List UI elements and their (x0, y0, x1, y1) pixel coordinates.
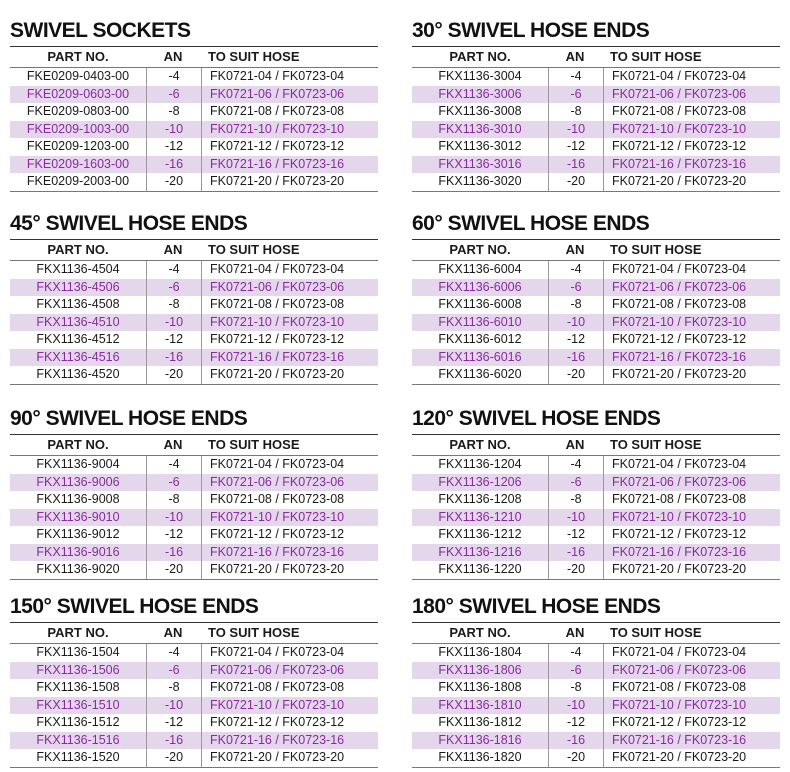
table-row (412, 296, 780, 314)
an-cell: -20 (548, 173, 603, 191)
table-row (412, 366, 780, 384)
part-no-cell: FKX1136-1812 (438, 715, 522, 729)
section-title-suffix: ° SWIVEL HOSE ENDS (32, 212, 248, 235)
table-header (10, 239, 378, 260)
to-suit-hose-cell: FK0721-20 / FK0723-20 (603, 366, 780, 384)
part-no-cell: FKX1136-9008 (36, 492, 120, 506)
to-suit-hose-cell: FK0721-16 / FK0723-16 (201, 732, 378, 750)
an-cell: -10 (146, 314, 201, 332)
table-row (412, 86, 780, 104)
an-cell: -6 (548, 662, 603, 680)
table-row (10, 662, 378, 680)
150-degree-section (10, 594, 378, 768)
an-cell: -10 (548, 314, 603, 332)
an-cell: -6 (548, 474, 603, 492)
part-no-cell: FKX1136-9004 (36, 457, 120, 471)
table-row (412, 121, 780, 139)
table-row (10, 732, 378, 750)
an-cell: -6 (146, 662, 201, 680)
part-no-cell: FKE0209-0603-00 (26, 86, 130, 101)
table-row (10, 644, 378, 662)
to-suit-hose-cell: FK0721-10 / FK0723-10 (603, 697, 780, 715)
part-no-cell: FKX1136-1520 (36, 750, 120, 764)
120-degree-section (412, 406, 780, 580)
section-title-suffix: ° SWIVEL HOSE ENDS (43, 595, 259, 618)
table-row (10, 526, 378, 544)
to-suit-hose-cell: FK0721-06 / FK0723-06 (603, 474, 780, 492)
to-suit-hose-cell: FK0721-10 / FK0723-10 (603, 121, 780, 139)
table-header (10, 46, 378, 67)
table-row (10, 296, 378, 314)
an-cell: -12 (548, 526, 603, 544)
an-header: AN (565, 49, 585, 64)
an-cell: -20 (548, 561, 603, 579)
part-no-cell: FKX1136-1208 (438, 492, 522, 506)
part-no-cell: FKE0209-1203-00 (26, 139, 130, 153)
to-suit-hose-cell: FK0721-16 / FK0723-16 (603, 732, 780, 750)
part-no-cell: FKX1136-3016 (438, 156, 522, 171)
an-cell: -16 (548, 732, 603, 750)
table-row (10, 314, 378, 332)
60-degree-section (412, 211, 780, 385)
section-title (10, 406, 378, 432)
part-no-cell: FKX1136-1504 (36, 645, 120, 659)
table-body (412, 643, 780, 768)
table-body (412, 67, 780, 192)
part-no-cell: FKX1136-3006 (438, 86, 522, 101)
an-cell: -6 (146, 279, 201, 297)
to-suit-hose-cell: FK0721-16 / FK0723-16 (603, 544, 780, 562)
an-cell: -16 (146, 156, 201, 174)
to-suit-hose-cell: FK0721-08 / FK0723-08 (603, 103, 780, 121)
part-no-cell: FKX1136-1516 (36, 732, 120, 747)
to-suit-hose-cell: FK0721-10 / FK0723-10 (201, 314, 378, 332)
table-row (412, 261, 780, 279)
section-title-suffix: ° SWIVEL HOSE ENDS (445, 407, 661, 430)
90-degree-section (10, 406, 378, 580)
part-no-header: PART NO. (449, 49, 511, 64)
an-cell: -12 (548, 714, 603, 732)
to-suit-hose-cell: FK0721-04 / FK0723-04 (201, 644, 378, 662)
an-cell: -4 (146, 261, 201, 279)
table-row (412, 456, 780, 474)
an-header: AN (565, 625, 585, 640)
to-suit-hose-cell: FK0721-12 / FK0723-12 (603, 331, 780, 349)
to-suit-hose-cell: FK0721-04 / FK0723-04 (603, 456, 780, 474)
to-suit-hose-header: TO SUIT HOSE (610, 49, 702, 64)
to-suit-hose-cell: FK0721-10 / FK0723-10 (201, 509, 378, 527)
part-no-cell: FKX1136-1510 (36, 697, 120, 712)
an-cell: -4 (146, 456, 201, 474)
an-cell: -12 (548, 331, 603, 349)
table-row (412, 474, 780, 492)
table-row (412, 714, 780, 732)
to-suit-hose-cell: FK0721-06 / FK0723-06 (201, 662, 378, 680)
table-row (412, 509, 780, 527)
an-cell: -8 (146, 296, 201, 314)
section-title (412, 406, 780, 432)
an-cell: -10 (146, 697, 201, 715)
table-row (10, 561, 378, 579)
an-cell: -8 (548, 103, 603, 121)
an-cell: -10 (548, 697, 603, 715)
table-row (412, 331, 780, 349)
an-cell: -8 (146, 491, 201, 509)
part-no-cell: FKX1136-3020 (438, 174, 522, 188)
to-suit-hose-cell: FK0721-04 / FK0723-04 (603, 68, 780, 86)
an-cell: -6 (146, 474, 201, 492)
an-cell: -8 (146, 679, 201, 697)
an-header: AN (565, 242, 585, 257)
part-no-cell: FKX1136-1216 (438, 544, 522, 559)
part-no-cell: FKX1136-1808 (438, 680, 522, 694)
table-row (412, 173, 780, 191)
to-suit-hose-cell: FK0721-08 / FK0723-08 (603, 679, 780, 697)
to-suit-hose-cell: FK0721-16 / FK0723-16 (603, 349, 780, 367)
section-title-suffix: ° SWIVEL HOSE ENDS (434, 212, 650, 235)
to-suit-hose-cell: FK0721-08 / FK0723-08 (201, 103, 378, 121)
table-header (10, 622, 378, 643)
an-cell: -10 (548, 509, 603, 527)
an-cell: -20 (548, 749, 603, 767)
section-title-suffix: ° SWIVEL HOSE ENDS (32, 407, 248, 430)
an-cell: -6 (548, 279, 603, 297)
table-row (10, 156, 378, 174)
an-cell: -4 (548, 68, 603, 86)
to-suit-hose-cell: FK0721-04 / FK0723-04 (201, 68, 378, 86)
part-no-cell: FKX1136-9016 (36, 544, 120, 559)
table-row (412, 732, 780, 750)
table-body (412, 260, 780, 385)
an-cell: -12 (548, 138, 603, 156)
table-row (412, 679, 780, 697)
part-no-cell: FKX1136-6006 (438, 279, 522, 294)
table-row (10, 474, 378, 492)
part-no-cell: FKX1136-1506 (36, 662, 120, 677)
part-no-cell: FKX1136-1810 (438, 697, 522, 712)
table-row (10, 456, 378, 474)
an-cell: -20 (146, 173, 201, 191)
to-suit-hose-cell: FK0721-06 / FK0723-06 (201, 86, 378, 104)
table-row (10, 491, 378, 509)
table-row (10, 697, 378, 715)
an-cell: -20 (146, 366, 201, 384)
part-no-cell: FKX1136-1212 (438, 527, 522, 541)
an-cell: -16 (548, 544, 603, 562)
section-title-text: 150 (10, 595, 44, 618)
to-suit-hose-cell: FK0721-16 / FK0723-16 (201, 544, 378, 562)
table-row (412, 349, 780, 367)
an-cell: -12 (146, 331, 201, 349)
part-no-header: PART NO. (449, 242, 511, 257)
to-suit-hose-cell: FK0721-06 / FK0723-06 (201, 279, 378, 297)
table-header (412, 434, 780, 455)
table-header (412, 46, 780, 67)
to-suit-hose-cell: FK0721-06 / FK0723-06 (201, 474, 378, 492)
to-suit-hose-cell: FK0721-12 / FK0723-12 (603, 526, 780, 544)
part-no-cell: FKX1136-9010 (36, 509, 120, 524)
part-no-cell: FKX1136-4520 (36, 367, 120, 381)
table-row (10, 279, 378, 297)
an-cell: -20 (146, 749, 201, 767)
part-no-cell: FKX1136-1206 (438, 474, 522, 489)
to-suit-hose-cell: FK0721-08 / FK0723-08 (603, 296, 780, 314)
swivel-sockets-section (10, 18, 378, 192)
an-header: AN (163, 437, 183, 452)
to-suit-hose-cell: FK0721-16 / FK0723-16 (201, 349, 378, 367)
to-suit-hose-cell: FK0721-10 / FK0723-10 (603, 509, 780, 527)
part-no-cell: FKX1136-6008 (438, 297, 522, 311)
to-suit-hose-cell: FK0721-12 / FK0723-12 (603, 138, 780, 156)
to-suit-hose-cell: FK0721-20 / FK0723-20 (201, 366, 378, 384)
to-suit-hose-header: TO SUIT HOSE (610, 437, 702, 452)
to-suit-hose-cell: FK0721-08 / FK0723-08 (201, 296, 378, 314)
table-row (10, 749, 378, 767)
table-row (10, 103, 378, 121)
table-row (412, 526, 780, 544)
an-cell: -10 (548, 121, 603, 139)
to-suit-hose-cell: FK0721-10 / FK0723-10 (603, 314, 780, 332)
part-no-cell: FKX1136-6020 (438, 367, 522, 381)
table-row (412, 314, 780, 332)
part-no-cell: FKX1136-4516 (36, 349, 120, 364)
an-header: AN (163, 49, 183, 64)
an-cell: -12 (146, 138, 201, 156)
an-cell: -8 (548, 296, 603, 314)
section-title-text: 120 (412, 407, 446, 430)
an-cell: -10 (146, 509, 201, 527)
section-title-text: 180 (412, 595, 446, 618)
to-suit-hose-cell: FK0721-04 / FK0723-04 (603, 261, 780, 279)
table-body (10, 643, 378, 768)
an-header: AN (163, 242, 183, 257)
part-no-cell: FKX1136-6010 (438, 314, 522, 329)
table-row (10, 509, 378, 527)
to-suit-hose-cell: FK0721-16 / FK0723-16 (603, 156, 780, 174)
table-header (412, 239, 780, 260)
an-cell: -10 (146, 121, 201, 139)
to-suit-hose-cell: FK0721-12 / FK0723-12 (201, 714, 378, 732)
section-title-suffix: ° SWIVEL HOSE ENDS (445, 595, 661, 618)
an-cell: -4 (146, 644, 201, 662)
section-title (412, 18, 780, 44)
part-no-cell: FKX1136-3004 (438, 69, 522, 83)
table-body (412, 455, 780, 580)
part-no-cell: FKX1136-1512 (36, 715, 120, 729)
table-row (10, 138, 378, 156)
section-title-suffix: ° SWIVEL HOSE ENDS (434, 19, 650, 42)
an-cell: -8 (548, 679, 603, 697)
to-suit-hose-cell: FK0721-20 / FK0723-20 (201, 749, 378, 767)
section-title-text: 45 (10, 212, 33, 235)
table-row (10, 714, 378, 732)
section-title (10, 18, 378, 44)
part-no-cell: FKX1136-4510 (36, 314, 120, 329)
part-no-cell: FKE0209-1603-00 (26, 156, 130, 171)
an-cell: -12 (146, 526, 201, 544)
part-no-cell: FKX1136-1806 (438, 662, 522, 677)
table-row (412, 68, 780, 86)
part-no-cell: FKX1136-1820 (438, 750, 522, 764)
table-row (412, 644, 780, 662)
to-suit-hose-header: TO SUIT HOSE (610, 625, 702, 640)
table-row (10, 331, 378, 349)
table-row (412, 491, 780, 509)
part-no-cell: FKX1136-1210 (438, 509, 522, 524)
part-no-cell: FKX1136-4506 (36, 279, 120, 294)
to-suit-hose-cell: FK0721-16 / FK0723-16 (201, 156, 378, 174)
section-title-text: 60 (412, 212, 435, 235)
to-suit-hose-cell: FK0721-20 / FK0723-20 (201, 561, 378, 579)
to-suit-hose-cell: FK0721-08 / FK0723-08 (603, 491, 780, 509)
an-header: AN (565, 437, 585, 452)
an-cell: -16 (146, 732, 201, 750)
part-no-cell: FKX1136-9020 (36, 562, 120, 576)
to-suit-hose-header: TO SUIT HOSE (610, 242, 702, 257)
part-no-cell: FKE0209-0803-00 (26, 104, 130, 118)
an-header: AN (163, 625, 183, 640)
an-cell: -20 (548, 366, 603, 384)
an-cell: -6 (548, 86, 603, 104)
to-suit-hose-header: TO SUIT HOSE (208, 242, 300, 257)
to-suit-hose-cell: FK0721-10 / FK0723-10 (201, 697, 378, 715)
to-suit-hose-cell: FK0721-04 / FK0723-04 (603, 644, 780, 662)
to-suit-hose-cell: FK0721-08 / FK0723-08 (201, 491, 378, 509)
an-cell: -4 (146, 68, 201, 86)
to-suit-hose-cell: FK0721-06 / FK0723-06 (603, 662, 780, 680)
part-no-cell: FKX1136-6012 (438, 332, 522, 346)
part-no-header: PART NO. (449, 625, 511, 640)
an-cell: -20 (146, 561, 201, 579)
table-row (412, 544, 780, 562)
an-cell: -16 (146, 349, 201, 367)
part-no-cell: FKX1136-3010 (438, 121, 522, 136)
table-row (412, 103, 780, 121)
part-no-header: PART NO. (47, 242, 109, 257)
to-suit-hose-cell: FK0721-12 / FK0723-12 (201, 138, 378, 156)
section-title (10, 211, 378, 237)
part-no-header: PART NO. (47, 437, 109, 452)
section-title (412, 594, 780, 620)
an-cell: -16 (548, 349, 603, 367)
an-cell: -8 (548, 491, 603, 509)
part-no-cell: FKX1136-6016 (438, 349, 522, 364)
30-degree-section (412, 18, 780, 192)
to-suit-hose-cell: FK0721-12 / FK0723-12 (201, 331, 378, 349)
to-suit-hose-header: TO SUIT HOSE (208, 437, 300, 452)
to-suit-hose-cell: FK0721-04 / FK0723-04 (201, 456, 378, 474)
an-cell: -8 (146, 103, 201, 121)
to-suit-hose-header: TO SUIT HOSE (208, 49, 300, 64)
part-no-cell: FKX1136-4504 (36, 262, 120, 276)
an-cell: -4 (548, 456, 603, 474)
to-suit-hose-cell: FK0721-06 / FK0723-06 (603, 86, 780, 104)
table-header (10, 434, 378, 455)
to-suit-hose-cell: FK0721-20 / FK0723-20 (201, 173, 378, 191)
part-no-cell: FKX1136-9012 (36, 527, 120, 541)
table-row (10, 261, 378, 279)
to-suit-hose-cell: FK0721-10 / FK0723-10 (201, 121, 378, 139)
table-row (10, 349, 378, 367)
table-row (10, 173, 378, 191)
an-cell: -12 (146, 714, 201, 732)
45-degree-section (10, 211, 378, 385)
an-cell: -4 (548, 644, 603, 662)
part-no-cell: FKX1136-1804 (438, 645, 522, 659)
table-row (412, 138, 780, 156)
part-no-cell: FKE0209-0403-00 (26, 69, 130, 83)
an-cell: -16 (146, 544, 201, 562)
section-title (412, 211, 780, 237)
table-body (10, 455, 378, 580)
table-row (412, 662, 780, 680)
part-no-cell: FKX1136-1816 (438, 732, 522, 747)
part-no-cell: FKE0209-1003-00 (26, 121, 130, 136)
table-row (10, 121, 378, 139)
section-title-text: SWIVEL SOCKETS (10, 19, 191, 42)
table-row (412, 697, 780, 715)
section-title-text: 30 (412, 19, 435, 42)
an-cell: -16 (548, 156, 603, 174)
to-suit-hose-cell: FK0721-06 / FK0723-06 (603, 279, 780, 297)
section-title (10, 594, 378, 620)
table-body (10, 260, 378, 385)
180-degree-section (412, 594, 780, 768)
table-row (412, 561, 780, 579)
part-no-cell: FKX1136-1204 (438, 457, 522, 471)
to-suit-hose-cell: FK0721-20 / FK0723-20 (603, 749, 780, 767)
part-no-cell: FKE0209-2003-00 (26, 174, 130, 188)
table-row (10, 679, 378, 697)
to-suit-hose-cell: FK0721-20 / FK0723-20 (603, 561, 780, 579)
table-header (412, 622, 780, 643)
to-suit-hose-cell: FK0721-04 / FK0723-04 (201, 261, 378, 279)
table-row (10, 366, 378, 384)
part-no-cell: FKX1136-3012 (438, 139, 522, 153)
an-cell: -4 (548, 261, 603, 279)
table-row (412, 156, 780, 174)
an-cell: -6 (146, 86, 201, 104)
part-no-cell: FKX1136-9006 (36, 474, 120, 489)
part-no-cell: FKX1136-6004 (438, 262, 522, 276)
table-row (10, 68, 378, 86)
to-suit-hose-cell: FK0721-12 / FK0723-12 (603, 714, 780, 732)
table-row (10, 86, 378, 104)
to-suit-hose-cell: FK0721-12 / FK0723-12 (201, 526, 378, 544)
to-suit-hose-cell: FK0721-20 / FK0723-20 (603, 173, 780, 191)
part-no-header: PART NO. (47, 625, 109, 640)
part-no-header: PART NO. (449, 437, 511, 452)
part-no-cell: FKX1136-4512 (36, 332, 120, 346)
part-no-cell: FKX1136-1508 (36, 680, 120, 694)
section-title-text: 90 (10, 407, 33, 430)
table-row (412, 279, 780, 297)
table-body (10, 67, 378, 192)
part-no-header: PART NO. (47, 49, 109, 64)
to-suit-hose-cell: FK0721-08 / FK0723-08 (201, 679, 378, 697)
part-no-cell: FKX1136-4508 (36, 297, 120, 311)
to-suit-hose-header: TO SUIT HOSE (208, 625, 300, 640)
part-no-cell: FKX1136-3008 (438, 104, 522, 118)
part-no-cell: FKX1136-1220 (438, 562, 522, 576)
table-row (412, 749, 780, 767)
table-row (10, 544, 378, 562)
